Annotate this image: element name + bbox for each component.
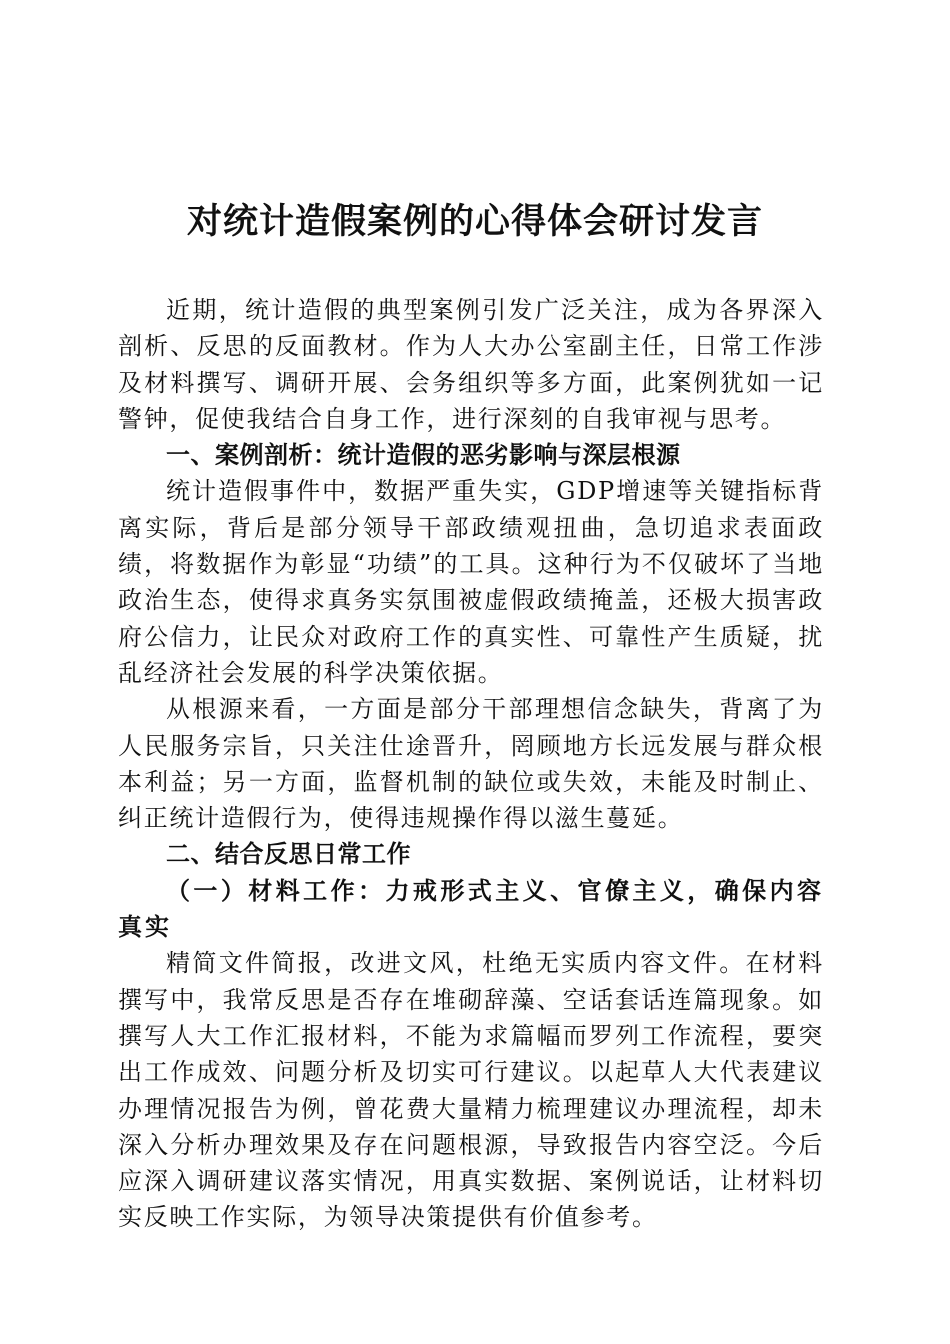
section-heading-1: 一、案例剖析：统计造假的恶劣影响与深层根源 <box>166 441 681 470</box>
paragraph-case-root: 从根源来看，一方面是部分干部理想信念缺失，背离了为人民服务宗旨，只关注仕途晋升，罔顾地方长远发展与群众根本利益；另一方面，监督机制的缺位或失效，未能及时制止、纠正统计造假行为，使得违规操作得以滋生蔓延。 <box>118 695 824 833</box>
paragraph-material-work: 精简文件简报，改进文风，杜绝无实质内容文件。在材料撰写中，我常反思是否存在堆砌辞藻、空话套话连篇现象。如撰写人大工作汇报材料，不能为求篇幅而罗列工作流程，要突出工作成效、问题分析及切实可行建议。以起草人大代表建议办理情况报告为例，曾花费大量精力梳理建议办理流程，却未深入分析办理效果及存在问题根源，导致报告内容空泛。今后应深入调研建议落实情况，用真实数据、案例说话，让材料切实反映工作实际，为领导决策提供有价值参考。 <box>118 949 824 1232</box>
subsection-heading-1: （一）材料工作：力戒形式主义、官僚主义，确保内容真实 <box>118 875 824 942</box>
document-body <box>118 292 824 1236</box>
document-title: 对统计造假案例的心得体会研讨发言 <box>186 201 763 242</box>
section-heading-2: 二、结合反思日常工作 <box>166 840 411 869</box>
paragraph-intro: 近期，统计造假的典型案例引发广泛关注，成为各界深入剖析、反思的反面教材。作为人大办公室副主任，日常工作涉及材料撰写、调研开展、会务组织等多方面，此案例犹如一记警钟，促使我结合自身工作，进行深刻的自我审视与思考。 <box>118 296 824 433</box>
paragraph-case-impact: 统计造假事件中，数据严重失实，GDP增速等关键指标背离实际，背后是部分领导干部政绩观扭曲，急切追求表面政绩，将数据作为彰显“功绩”的工具。这种行为不仅破坏了当地政治生态，使得求真务实氛围被虚假政绩掩盖，还极大损害政府公信力，让民众对政府工作的真实性、可靠性产生质疑，扰乱经济社会发展的科学决策依据。 <box>118 477 824 687</box>
